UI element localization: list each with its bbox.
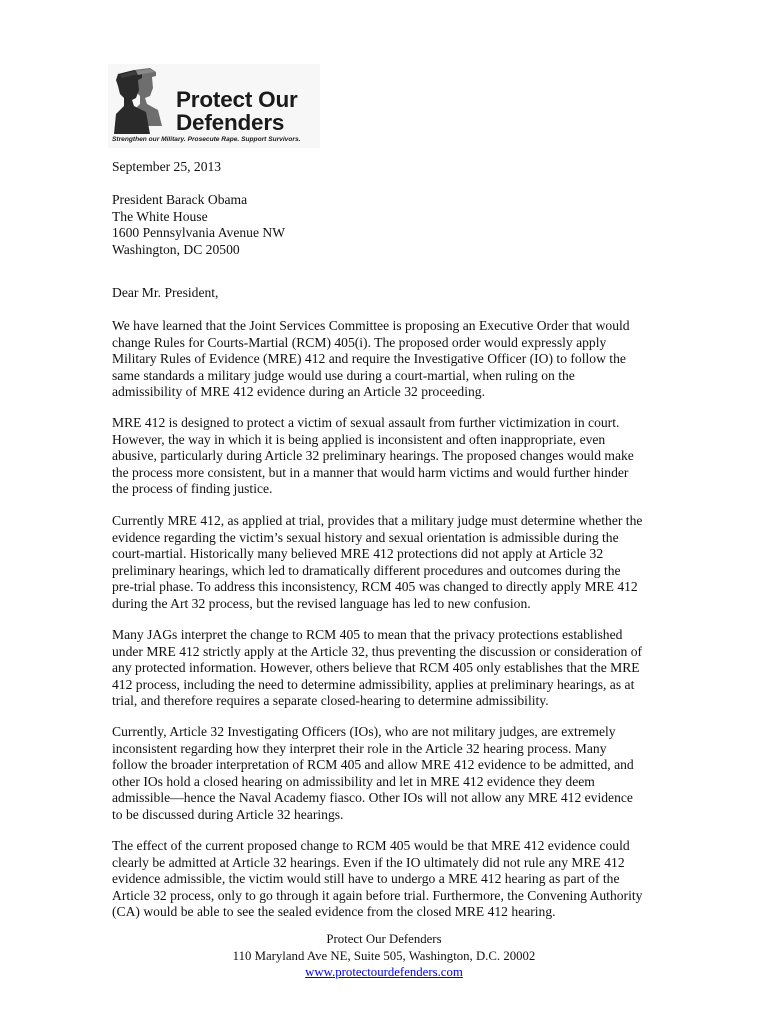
paragraph-5 — [112, 724, 672, 823]
paragraph-line: preliminary hearings, which led to dramatically different procedures and outcomes during the — [112, 562, 621, 578]
footer-address: 110 Maryland Ave NE, Suite 505, Washington, D.C. 20002 — [232, 948, 536, 963]
paragraph-line: clearly be admitted at Article 32 hearings. Even if the IO ultimately did not rule any MRE 412 — [112, 854, 625, 870]
paragraph-line: We have learned that the Joint Services Committee is proposing an Executive Order that would — [112, 318, 630, 333]
paragraph-line: Currently MRE 412, as applied at trial, provides that a military judge must determine whether the — [112, 513, 643, 528]
paragraph-line: the process of finding justice. — [112, 481, 273, 496]
address-line: 1600 Pennsylvania Avenue NW — [112, 225, 286, 240]
logo-wordmark-line-1: Protect Our — [176, 87, 298, 112]
paragraph-line: the process more consistent, but in a manner that would harm victims and would further hinder — [112, 464, 629, 480]
paragraph-line: trial, and therefore requires a separate closed-hearing to determine admissibility. — [112, 693, 549, 708]
soldier-silhouettes-icon — [112, 66, 178, 136]
paragraph-line: 412 process, including the need to determine admissibility, applies at preliminary hearings, as at — [112, 676, 635, 692]
paragraph-line: inconsistent regarding how they interpret their role in the Article 32 hearing process. Many — [112, 740, 607, 756]
paragraph-6 — [112, 838, 672, 921]
paragraph-line: evidence regarding the victim’s sexual history and sexual orientation is admissible during the — [112, 529, 619, 545]
paragraph-line: any protected information. However, others believe that RCM 405 only establishes that the MRE — [112, 660, 640, 675]
date-line: September 25, 2013 — [112, 159, 222, 174]
paragraph-line: same standards a military judge would use during a court-martial, when ruling on the — [112, 367, 575, 383]
paragraph-1 — [112, 318, 672, 401]
organization-logo — [108, 64, 320, 148]
paragraph-line: change Rules for Courts-Martial (RCM) 405(i). The proposed order would expressly apply — [112, 334, 607, 350]
paragraph-line: other IOs hold a closed hearing on admissibility and let in MRE 412 evidence they deem — [112, 773, 595, 789]
footer-website-line — [0, 964, 768, 981]
letter-date — [112, 159, 672, 176]
paragraph-line: admissibility of MRE 412 evidence during an Article 32 proceeding. — [112, 384, 485, 399]
paragraph-4 — [112, 627, 672, 710]
address-line: The White House — [112, 208, 208, 224]
paragraph-line: pre-trial phase. To address this inconsistency, RCM 405 was changed to directly apply MRE 412 — [112, 579, 638, 594]
letter-footer — [0, 931, 768, 981]
salutation — [112, 285, 672, 302]
paragraph-line: Military Rules of Evidence (MRE) 412 and require the Investigative Officer (IO) to follow the — [112, 351, 626, 366]
paragraph-line: under MRE 412 strictly apply at the Article 32, thus preventing the discussion or consideration of — [112, 643, 643, 659]
paragraph-line: follow the broader interpretation of RCM 405 and allow MRE 412 evidence to be admitted, and — [112, 757, 634, 772]
paragraph-line: The effect of the current proposed change to RCM 405 would be that MRE 412 evidence could — [112, 838, 630, 853]
logo-wordmark-line-2: Defenders — [176, 110, 285, 135]
paragraph-line: Many JAGs interpret the change to RCM 405 to mean that the privacy protections established — [112, 627, 623, 642]
paragraph-line: admissible—hence the Naval Academy fiasco. Other IOs will not allow any MRE 412 evidence — [112, 790, 633, 805]
paragraph-line: evidence admissible, the victim would still have to undergo a MRE 412 hearing as part of the — [112, 871, 620, 886]
paragraph-line: However, the way in which it is being applied is inconsistent and often inappropriate, even — [112, 431, 606, 447]
paragraph-2 — [112, 415, 672, 498]
logo-tagline: Strengthen our Military. Prosecute Rape. Support Survivors. — [112, 136, 301, 143]
address-line: President Barack Obama — [112, 192, 248, 207]
paragraph-line: abusive, particularly during Article 32 preliminary hearings. The proposed changes would make — [112, 448, 634, 463]
paragraph-line: (CA) would be able to see the sealed evidence from the closed MRE 412 hearing. — [112, 904, 556, 919]
paragraph-line: Currently, Article 32 Investigating Officers (IOs), who are not military judges, are extremely — [112, 724, 616, 739]
website-link[interactable]: www.protectourdefenders.com — [305, 965, 463, 979]
paragraph-line: court-martial. Historically many believed MRE 412 protections did not apply at Article 32 — [112, 546, 604, 561]
paragraph-line: MRE 412 is designed to protect a victim of sexual assault from further victimization in court. — [112, 415, 620, 430]
paragraph-line: to be discussed during Article 32 hearings. — [112, 806, 344, 822]
paragraph-line: during the Art 32 process, but the revised language has led to new confusion. — [112, 595, 531, 611]
salutation-line: Dear Mr. President, — [112, 285, 219, 300]
address-line: Washington, DC 20500 — [112, 241, 240, 257]
paragraph-line: Article 32 process, only to go through it again before trial. Furthermore, the Convening Authority — [112, 887, 643, 903]
footer-org-name: Protect Our Defenders — [326, 932, 442, 946]
logo-wordmark — [176, 88, 298, 134]
recipient-address — [112, 192, 672, 258]
paragraph-3 — [112, 513, 672, 612]
